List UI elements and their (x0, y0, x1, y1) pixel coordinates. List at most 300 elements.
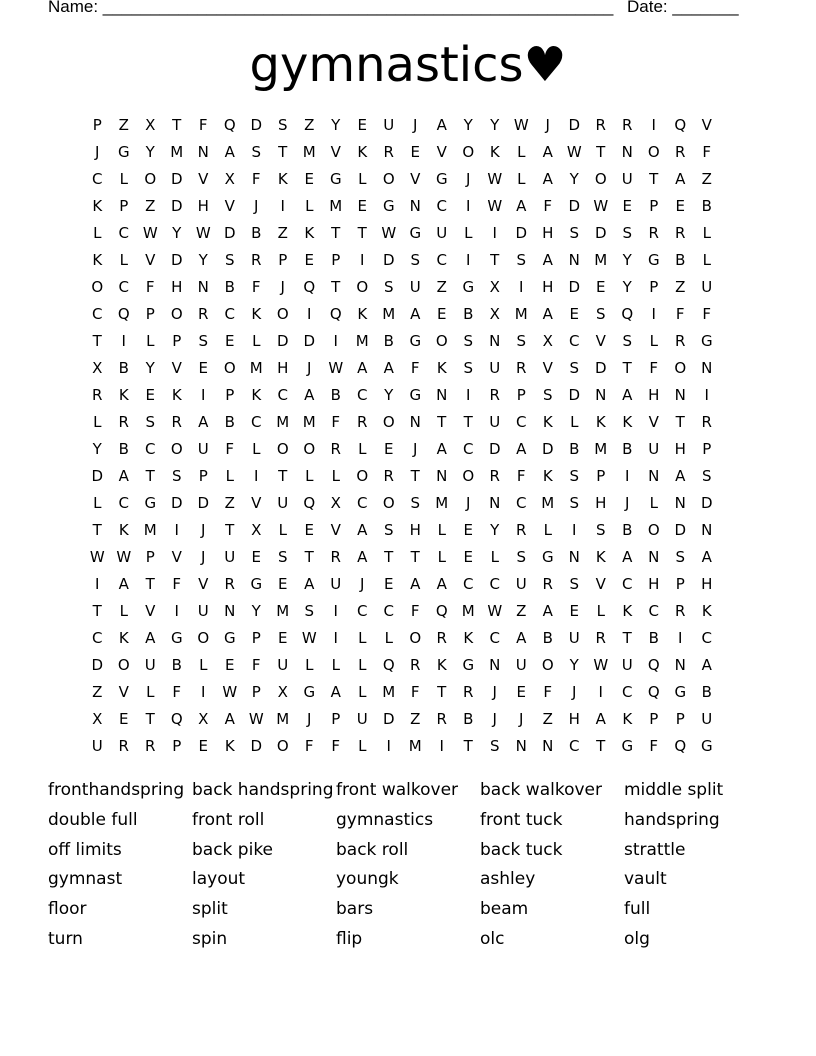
grid-letter[interactable]: D (568, 116, 581, 134)
grid-letter[interactable]: F (649, 359, 659, 377)
grid-letter[interactable]: Z (277, 224, 288, 242)
grid-letter[interactable]: A (357, 359, 368, 377)
grid-letter[interactable]: U (701, 278, 713, 296)
grid-letter[interactable]: G (117, 143, 130, 161)
grid-letter[interactable]: S (569, 467, 580, 485)
grid-letter[interactable]: O (435, 332, 448, 350)
grid-letter[interactable]: T (92, 332, 102, 350)
grid-letter[interactable]: M (355, 332, 369, 350)
grid-letter[interactable]: U (515, 656, 527, 674)
grid-letter[interactable]: R (622, 116, 633, 134)
grid-letter[interactable]: B (542, 629, 553, 647)
grid-letter[interactable]: Z (516, 602, 527, 620)
grid-letter[interactable]: C (436, 197, 447, 215)
grid-letter[interactable]: D (674, 521, 687, 539)
grid-letter[interactable]: X (145, 116, 156, 134)
grid-letter[interactable]: S (569, 494, 580, 512)
grid-letter[interactable]: M (594, 251, 608, 269)
grid-letter[interactable]: L (199, 656, 208, 674)
grid-letter[interactable]: R (357, 413, 368, 431)
grid-letter[interactable]: L (464, 224, 473, 242)
grid-letter[interactable]: R (410, 656, 421, 674)
grid-letter[interactable]: W (593, 197, 609, 215)
grid-letter[interactable]: L (384, 629, 393, 647)
grid-letter[interactable]: W (301, 629, 317, 647)
grid-letter[interactable]: G (435, 170, 448, 188)
grid-letter[interactable]: U (224, 548, 236, 566)
grid-letter[interactable]: M (382, 305, 396, 323)
grid-letter[interactable]: P (119, 197, 129, 215)
grid-letter[interactable]: Y (490, 521, 500, 539)
grid-letter[interactable]: T (92, 521, 102, 539)
grid-letter[interactable]: Y (198, 251, 208, 269)
grid-letter[interactable]: N (542, 737, 554, 755)
grid-letter[interactable]: L (278, 521, 287, 539)
grid-letter[interactable]: Q (674, 116, 687, 134)
grid-letter[interactable]: L (517, 170, 526, 188)
grid-letter[interactable]: G (409, 224, 422, 242)
grid-letter[interactable]: X (198, 710, 209, 728)
grid-letter[interactable]: E (437, 305, 447, 323)
grid-letter[interactable]: O (382, 170, 395, 188)
grid-letter[interactable]: O (647, 143, 660, 161)
grid-letter[interactable]: S (516, 332, 527, 350)
grid-letter[interactable]: S (569, 224, 580, 242)
grid-letter[interactable]: L (437, 521, 446, 539)
grid-letter[interactable]: S (277, 116, 288, 134)
grid-letter[interactable]: R (145, 737, 156, 755)
grid-letter[interactable]: J (572, 683, 577, 701)
grid-letter[interactable]: P (92, 116, 102, 134)
grid-letter[interactable]: U (330, 575, 342, 593)
grid-letter[interactable]: Q (647, 683, 660, 701)
grid-letter[interactable]: H (197, 197, 209, 215)
grid-letter[interactable]: R (118, 413, 129, 431)
grid-letter[interactable]: P (198, 467, 208, 485)
grid-letter[interactable]: O (541, 656, 554, 674)
grid-letter[interactable]: C (145, 440, 156, 458)
grid-letter[interactable]: F (145, 278, 155, 296)
grid-letter[interactable]: F (543, 197, 553, 215)
grid-letter[interactable]: G (409, 332, 422, 350)
grid-letter[interactable]: Z (118, 116, 129, 134)
grid-letter[interactable]: S (171, 467, 182, 485)
grid-letter[interactable]: K (171, 386, 182, 404)
grid-letter[interactable]: W (142, 224, 158, 242)
grid-letter[interactable]: I (333, 332, 338, 350)
grid-letter[interactable]: M (143, 521, 157, 539)
grid-letter[interactable]: U (489, 413, 501, 431)
grid-letter[interactable]: R (542, 575, 553, 593)
grid-letter[interactable]: I (95, 575, 100, 593)
grid-letter[interactable]: M (276, 413, 290, 431)
grid-letter[interactable]: Y (569, 170, 579, 188)
grid-letter[interactable]: R (330, 440, 341, 458)
grid-letter[interactable]: F (543, 683, 553, 701)
grid-letter[interactable]: G (647, 251, 660, 269)
grid-letter[interactable]: Y (490, 116, 500, 134)
grid-letter[interactable]: H (542, 224, 554, 242)
grid-letter[interactable]: W (513, 116, 529, 134)
grid-letter[interactable]: T (278, 467, 288, 485)
grid-letter[interactable]: T (596, 737, 606, 755)
grid-letter[interactable]: D (303, 332, 316, 350)
grid-letter[interactable]: M (276, 602, 290, 620)
grid-letter[interactable]: V (542, 359, 553, 377)
grid-letter[interactable]: M (408, 737, 422, 755)
grid-letter[interactable]: G (329, 170, 342, 188)
grid-letter[interactable]: R (436, 629, 447, 647)
grid-letter[interactable]: I (572, 521, 577, 539)
grid-letter[interactable]: V (118, 683, 129, 701)
grid-letter[interactable]: P (251, 683, 261, 701)
grid-letter[interactable]: W (487, 197, 503, 215)
grid-letter[interactable]: F (251, 278, 261, 296)
grid-letter[interactable]: V (145, 251, 156, 269)
grid-letter[interactable]: F (172, 575, 182, 593)
grid-letter[interactable]: J (307, 710, 312, 728)
grid-letter[interactable]: T (225, 521, 235, 539)
grid-letter[interactable]: S (251, 143, 262, 161)
grid-letter[interactable]: P (251, 629, 261, 647)
grid-letter[interactable]: J (254, 197, 259, 215)
grid-letter[interactable]: Y (172, 224, 182, 242)
grid-letter[interactable]: V (595, 332, 606, 350)
grid-letter[interactable]: E (251, 548, 261, 566)
grid-letter[interactable]: A (516, 629, 527, 647)
grid-letter[interactable]: L (146, 332, 155, 350)
grid-letter[interactable]: B (224, 278, 235, 296)
grid-letter[interactable]: T (437, 413, 447, 431)
grid-letter[interactable]: P (225, 386, 235, 404)
grid-letter[interactable]: L (146, 683, 155, 701)
grid-letter[interactable]: K (542, 467, 553, 485)
grid-letter[interactable]: R (251, 251, 262, 269)
grid-letter[interactable]: F (198, 116, 208, 134)
grid-letter[interactable]: S (410, 494, 421, 512)
grid-letter[interactable]: C (251, 413, 262, 431)
grid-letter[interactable]: V (330, 143, 341, 161)
grid-letter[interactable]: O (409, 629, 422, 647)
grid-letter[interactable]: R (516, 521, 527, 539)
grid-letter[interactable]: A (436, 575, 447, 593)
grid-letter[interactable]: G (223, 629, 236, 647)
grid-letter[interactable]: W (116, 548, 132, 566)
grid-letter[interactable]: Q (435, 602, 448, 620)
grid-letter[interactable]: K (357, 305, 368, 323)
grid-letter[interactable]: Y (384, 386, 394, 404)
grid-letter[interactable]: H (674, 440, 686, 458)
grid-letter[interactable]: D (700, 494, 713, 512)
grid-letter[interactable]: C (224, 305, 235, 323)
grid-letter[interactable]: C (92, 629, 103, 647)
grid-letter[interactable]: C (118, 278, 129, 296)
grid-letter[interactable]: A (595, 710, 606, 728)
grid-letter[interactable]: R (330, 548, 341, 566)
grid-letter[interactable]: R (383, 467, 394, 485)
grid-letter[interactable]: T (596, 143, 606, 161)
grid-letter[interactable]: B (224, 413, 235, 431)
grid-letter[interactable]: K (92, 197, 103, 215)
grid-letter[interactable]: N (515, 737, 527, 755)
grid-letter[interactable]: I (307, 305, 312, 323)
grid-letter[interactable]: K (357, 143, 368, 161)
grid-letter[interactable]: N (224, 602, 236, 620)
grid-letter[interactable]: P (172, 332, 182, 350)
grid-letter[interactable]: B (648, 629, 659, 647)
grid-letter[interactable]: L (358, 737, 367, 755)
grid-letter[interactable]: A (224, 143, 235, 161)
grid-letter[interactable]: K (622, 602, 633, 620)
grid-letter[interactable]: G (621, 737, 634, 755)
grid-letter[interactable]: E (357, 116, 367, 134)
grid-letter[interactable]: P (172, 737, 182, 755)
grid-letter[interactable]: D (91, 656, 104, 674)
grid-letter[interactable]: A (118, 575, 129, 593)
grid-letter[interactable]: D (541, 440, 554, 458)
grid-letter[interactable]: S (145, 413, 156, 431)
grid-letter[interactable]: R (701, 413, 712, 431)
grid-letter[interactable]: L (702, 224, 711, 242)
grid-letter[interactable]: V (198, 575, 209, 593)
grid-letter[interactable]: N (436, 386, 448, 404)
grid-letter[interactable]: O (674, 359, 687, 377)
grid-letter[interactable]: A (330, 683, 341, 701)
grid-letter[interactable]: Y (622, 278, 632, 296)
grid-letter[interactable]: P (331, 710, 341, 728)
grid-letter[interactable]: I (466, 386, 471, 404)
grid-letter[interactable]: R (198, 305, 209, 323)
grid-letter[interactable]: I (598, 683, 603, 701)
grid-letter[interactable]: U (648, 440, 660, 458)
grid-letter[interactable]: A (675, 170, 686, 188)
grid-letter[interactable]: F (702, 143, 712, 161)
grid-letter[interactable]: E (384, 575, 394, 593)
grid-letter[interactable]: F (172, 683, 182, 701)
grid-letter[interactable]: L (570, 413, 579, 431)
grid-letter[interactable]: N (701, 359, 713, 377)
grid-letter[interactable]: J (201, 548, 206, 566)
grid-letter[interactable]: T (331, 278, 341, 296)
grid-letter[interactable]: D (568, 386, 581, 404)
grid-letter[interactable]: A (436, 440, 447, 458)
grid-letter[interactable]: G (382, 197, 395, 215)
grid-letter[interactable]: M (170, 143, 184, 161)
grid-letter[interactable]: M (276, 710, 290, 728)
grid-letter[interactable]: F (675, 305, 685, 323)
grid-letter[interactable]: C (622, 683, 633, 701)
grid-letter[interactable]: H (171, 278, 183, 296)
grid-letter[interactable]: B (622, 440, 633, 458)
grid-letter[interactable]: N (568, 548, 580, 566)
grid-letter[interactable]: B (463, 710, 474, 728)
grid-letter[interactable]: U (197, 602, 209, 620)
grid-letter[interactable]: R (118, 737, 129, 755)
grid-letter[interactable]: S (198, 332, 209, 350)
grid-letter[interactable]: R (595, 116, 606, 134)
grid-letter[interactable]: T (145, 710, 155, 728)
grid-letter[interactable]: C (463, 575, 474, 593)
grid-letter[interactable]: M (594, 440, 608, 458)
grid-letter[interactable]: T (172, 116, 182, 134)
grid-letter[interactable]: C (436, 251, 447, 269)
grid-letter[interactable]: T (622, 359, 632, 377)
grid-letter[interactable]: E (304, 251, 314, 269)
grid-letter[interactable]: W (381, 224, 397, 242)
grid-letter[interactable]: B (118, 359, 129, 377)
grid-letter[interactable]: V (171, 359, 182, 377)
grid-letter[interactable]: E (357, 197, 367, 215)
grid-letter[interactable]: S (463, 332, 474, 350)
grid-letter[interactable]: L (93, 494, 102, 512)
grid-letter[interactable]: K (622, 413, 633, 431)
grid-letter[interactable]: C (489, 629, 500, 647)
grid-letter[interactable]: N (436, 467, 448, 485)
grid-letter[interactable]: L (119, 251, 128, 269)
grid-letter[interactable]: V (145, 602, 156, 620)
grid-letter[interactable]: T (145, 575, 155, 593)
grid-letter[interactable]: L (93, 224, 102, 242)
grid-letter[interactable]: X (330, 494, 341, 512)
grid-letter[interactable]: O (223, 359, 236, 377)
grid-letter[interactable]: R (436, 710, 447, 728)
grid-letter[interactable]: C (118, 224, 129, 242)
grid-letter[interactable]: D (382, 251, 395, 269)
grid-letter[interactable]: F (304, 737, 314, 755)
grid-letter[interactable]: R (92, 386, 103, 404)
grid-letter[interactable]: L (649, 332, 658, 350)
grid-letter[interactable]: G (144, 494, 157, 512)
grid-letter[interactable]: C (92, 170, 103, 188)
grid-letter[interactable]: P (675, 710, 685, 728)
grid-letter[interactable]: V (198, 170, 209, 188)
grid-letter[interactable]: I (651, 305, 656, 323)
grid-letter[interactable]: O (594, 170, 607, 188)
grid-letter[interactable]: R (383, 143, 394, 161)
grid-letter[interactable]: C (463, 440, 474, 458)
grid-letter[interactable]: D (594, 224, 607, 242)
grid-letter[interactable]: B (622, 521, 633, 539)
grid-letter[interactable]: L (358, 440, 367, 458)
grid-letter[interactable]: E (596, 278, 606, 296)
grid-letter[interactable]: Q (621, 305, 634, 323)
grid-letter[interactable]: E (516, 683, 526, 701)
grid-letter[interactable]: I (466, 251, 471, 269)
grid-letter[interactable]: A (410, 305, 421, 323)
grid-letter[interactable]: C (516, 494, 527, 512)
grid-letter[interactable]: S (542, 386, 553, 404)
grid-letter[interactable]: S (675, 548, 686, 566)
grid-letter[interactable]: Z (542, 710, 553, 728)
grid-letter[interactable]: U (621, 170, 633, 188)
grid-letter[interactable]: K (701, 602, 712, 620)
grid-letter[interactable]: S (516, 548, 527, 566)
grid-letter[interactable]: G (700, 737, 713, 755)
grid-letter[interactable]: B (463, 305, 474, 323)
grid-letter[interactable]: G (250, 575, 263, 593)
grid-letter[interactable]: U (91, 737, 103, 755)
grid-letter[interactable]: I (360, 251, 365, 269)
grid-letter[interactable]: U (277, 494, 289, 512)
grid-letter[interactable]: D (197, 494, 210, 512)
grid-letter[interactable]: P (331, 251, 341, 269)
grid-letter[interactable]: C (383, 602, 394, 620)
grid-letter[interactable]: F (649, 737, 659, 755)
grid-letter[interactable]: T (622, 629, 632, 647)
grid-letter[interactable]: L (358, 629, 367, 647)
grid-letter[interactable]: M (541, 494, 555, 512)
grid-letter[interactable]: J (625, 494, 630, 512)
grid-letter[interactable]: P (702, 440, 712, 458)
grid-letter[interactable]: S (569, 575, 580, 593)
grid-letter[interactable]: U (515, 575, 527, 593)
grid-letter[interactable]: K (463, 629, 474, 647)
grid-letter[interactable]: U (409, 278, 421, 296)
grid-letter[interactable]: A (410, 575, 421, 593)
grid-letter[interactable]: F (410, 683, 420, 701)
grid-letter[interactable]: T (278, 143, 288, 161)
grid-letter[interactable]: L (331, 467, 340, 485)
grid-letter[interactable]: C (622, 575, 633, 593)
grid-letter[interactable]: O (462, 143, 475, 161)
grid-letter[interactable]: N (701, 521, 713, 539)
grid-letter[interactable]: N (621, 143, 633, 161)
grid-letter[interactable]: Z (436, 278, 447, 296)
grid-letter[interactable]: I (386, 737, 391, 755)
grid-letter[interactable]: F (331, 413, 341, 431)
grid-letter[interactable]: A (436, 116, 447, 134)
grid-letter[interactable]: A (542, 170, 553, 188)
grid-letter[interactable]: V (595, 575, 606, 593)
grid-letter[interactable]: R (675, 224, 686, 242)
grid-letter[interactable]: Z (701, 170, 712, 188)
grid-letter[interactable]: S (277, 548, 288, 566)
grid-letter[interactable]: Q (647, 656, 660, 674)
grid-letter[interactable]: L (331, 656, 340, 674)
grid-letter[interactable]: Q (382, 656, 395, 674)
grid-letter[interactable]: H (648, 575, 660, 593)
grid-letter[interactable]: S (224, 251, 235, 269)
grid-letter[interactable]: F (331, 737, 341, 755)
grid-letter[interactable]: K (277, 170, 288, 188)
grid-letter[interactable]: I (704, 386, 709, 404)
grid-letter[interactable]: U (489, 359, 501, 377)
grid-letter[interactable]: A (357, 521, 368, 539)
grid-letter[interactable]: L (358, 656, 367, 674)
grid-letter[interactable]: N (648, 548, 660, 566)
grid-letter[interactable]: J (307, 359, 312, 377)
grid-letter[interactable]: D (223, 224, 236, 242)
grid-letter[interactable]: G (700, 332, 713, 350)
grid-letter[interactable]: R (489, 386, 500, 404)
grid-letter[interactable]: J (492, 710, 497, 728)
grid-letter[interactable]: Y (463, 116, 473, 134)
grid-letter[interactable]: P (649, 710, 659, 728)
grid-letter[interactable]: E (145, 386, 155, 404)
grid-letter[interactable]: J (201, 521, 206, 539)
grid-letter[interactable]: K (622, 710, 633, 728)
grid-letter[interactable]: E (463, 548, 473, 566)
grid-letter[interactable]: I (492, 224, 497, 242)
grid-letter[interactable]: N (489, 656, 501, 674)
grid-letter[interactable]: Y (92, 440, 102, 458)
grid-letter[interactable]: M (382, 683, 396, 701)
grid-letter[interactable]: U (436, 224, 448, 242)
grid-letter[interactable]: W (593, 656, 609, 674)
grid-letter[interactable]: F (251, 656, 261, 674)
grid-letter[interactable]: G (462, 278, 475, 296)
grid-letter[interactable]: Q (303, 278, 316, 296)
